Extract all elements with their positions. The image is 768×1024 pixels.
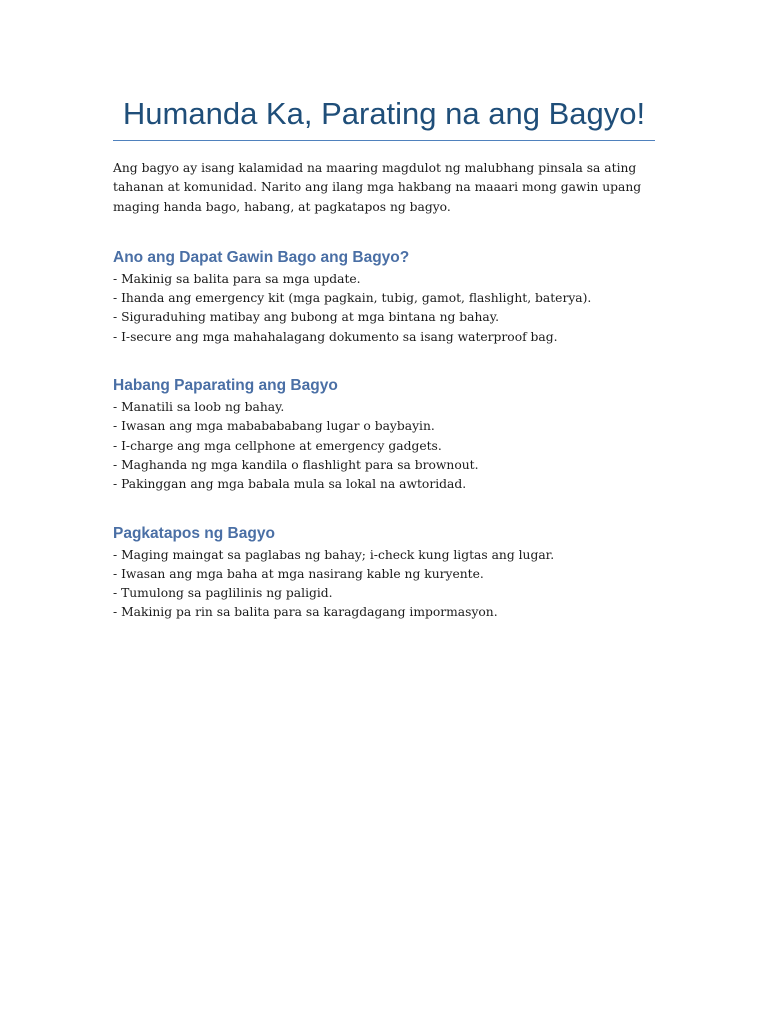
section-heading: Habang Paparating ang Bagyo [113,377,338,395]
section-before-storm [113,248,655,347]
page-title: Humanda Ka, Parating na ang Bagyo! [113,94,655,141]
list-item: - I-secure ang mga mahahalagang dokumento sa isang waterproof bag. [113,329,558,344]
list-item: - Manatili sa loob ng bahay. [113,400,285,415]
list-item: - I-charge ang mga cellphone at emergency gadgets. [113,438,442,453]
bullet-list [113,398,655,494]
list-item: - Pakinggan ang mga babala mula sa lokal na awtoridad. [113,477,467,492]
list-item: - Iwasan ang mga baha at mga nasirang kable ng kuryente. [113,566,484,581]
section-heading: Pagkatapos ng Bagyo [113,524,275,542]
list-item: - Maging maingat sa paglabas ng bahay; i-check kung ligtas ang lugar. [113,547,555,562]
section-heading: Ano ang Dapat Gawin Bago ang Bagyo? [113,248,410,266]
list-item: - Makinig sa balita para sa mga update. [113,271,361,286]
section-after-storm [113,524,655,623]
bullet-list [113,270,655,347]
document-page [113,0,655,623]
list-item: - Ihanda ang emergency kit (mga pagkain, tubig, gamot, flashlight, baterya). [113,291,592,306]
list-item: - Tumulong sa paglilinis ng paligid. [113,586,333,601]
list-item: - Siguraduhing matibay ang bubong at mga bintana ng bahay. [113,310,499,325]
intro-paragraph: Ang bagyo ay isang kalamidad na maaring magdulot ng malubhang pinsala sa ating tahanan at komunidad. Narito ang ilang mga hakbang na maaari mong gawin upang maging handa bago, habang, at pagkatapos ng bagyo. [113,161,642,214]
bullet-list [113,546,655,623]
list-item: - Maghanda ng mga kandila o flashlight para sa brownout. [113,457,479,472]
list-item: - Makinig pa rin sa balita para sa karagdagang impormasyon. [113,605,498,620]
list-item: - Iwasan ang mga mababababang lugar o baybayin. [113,419,435,434]
section-during-storm [113,376,655,494]
